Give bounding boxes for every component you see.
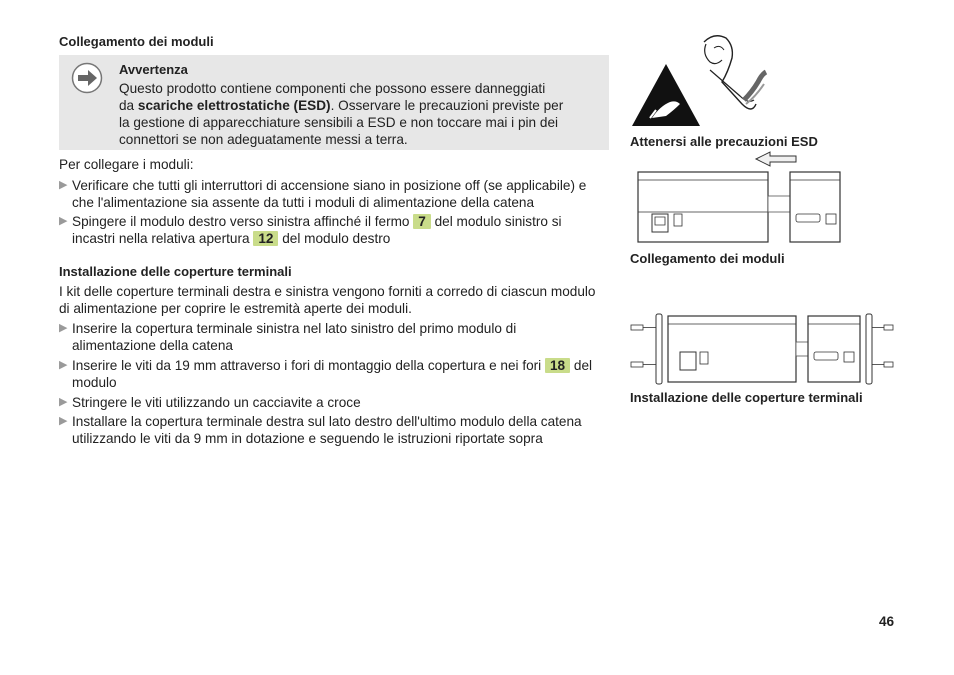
warning-esd-bold: scariche elettrostatiche (ESD) bbox=[137, 98, 331, 113]
arrow-right-icon bbox=[71, 62, 103, 94]
warning-line: connettori se non adeguatamente messi a terra. bbox=[119, 132, 408, 147]
section-title-coperture: Installazione delle coperture terminali bbox=[59, 264, 292, 279]
figure-caption-esd: Attenersi alle precauzioni ESD bbox=[630, 134, 818, 149]
esd-warning-illustration bbox=[630, 30, 810, 130]
callout-badge: 7 bbox=[413, 214, 431, 229]
warning-text bbox=[119, 80, 599, 148]
figure-caption-connect: Collegamento dei moduli bbox=[630, 251, 785, 266]
callout-badge: 18 bbox=[545, 358, 570, 373]
intro-text: Per collegare i moduli: bbox=[59, 157, 194, 172]
section2-intro: I kit delle coperture terminali destra e sinistra vengono forniti a corredo di ciascun modulo di alimentazione per coprire le estremità aperte dei moduli. bbox=[59, 284, 596, 316]
section-title-collegamento: Collegamento dei moduli bbox=[59, 34, 214, 49]
bullet-triangle-icon: ▶ bbox=[59, 359, 68, 371]
bullet-triangle-icon: ▶ bbox=[59, 415, 68, 427]
warning-line: da scariche elettrostatiche (ESD). Osservare le precauzioni previste per bbox=[119, 98, 564, 113]
bullet-triangle-icon: ▶ bbox=[59, 215, 68, 227]
page-number: 46 bbox=[879, 614, 895, 629]
bullet-triangle-icon: ▶ bbox=[59, 322, 68, 334]
warning-line: Questo prodotto contiene componenti che possono essere danneggiati bbox=[119, 81, 546, 96]
warning-title: Avvertenza bbox=[119, 62, 188, 77]
module-connection-illustration bbox=[630, 150, 845, 245]
end-caps-installation-illustration bbox=[630, 312, 895, 387]
figure-caption-endcaps: Installazione delle coperture terminali bbox=[630, 390, 863, 405]
bullet-triangle-icon: ▶ bbox=[59, 179, 68, 191]
callout-badge: 12 bbox=[253, 231, 278, 246]
warning-line: la gestione di apparecchiature sensibili a ESD e non toccare mai i pin dei bbox=[119, 115, 559, 130]
bullet-triangle-icon: ▶ bbox=[59, 396, 68, 408]
